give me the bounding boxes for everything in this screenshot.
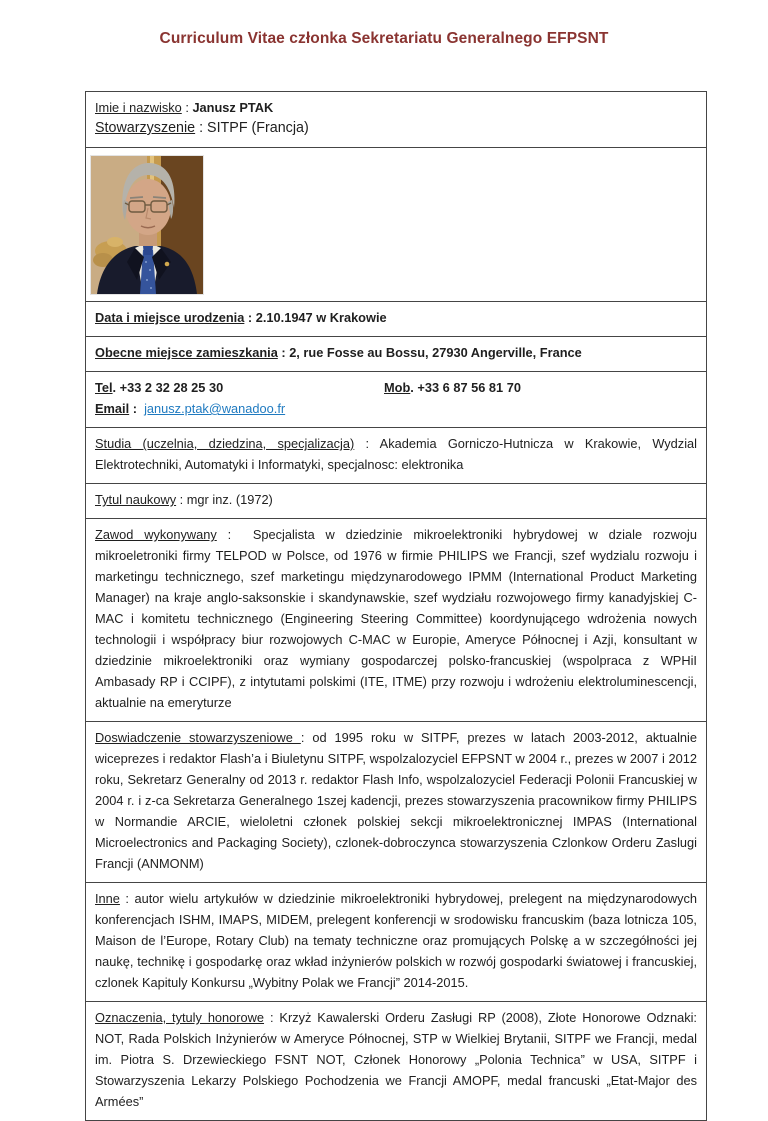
email-label: Email (95, 401, 130, 416)
profession-label: Zawod wykonywany (95, 527, 217, 542)
row-profession (86, 519, 706, 722)
association-label: Stowarzyszenie (95, 120, 196, 136)
mobile-label: Mob (384, 380, 411, 395)
row-contact (86, 372, 706, 428)
degree-sep: : (176, 492, 187, 507)
row-photo (86, 148, 706, 302)
row-degree (86, 484, 706, 519)
studies-value: Akademia Gorniczo-Hutnicza w Krakowie, Wydzial Elektrotechniki, Automatyki i Informatyki, specjalnosc: elektronika (95, 436, 697, 472)
residence-sep: : (277, 345, 290, 360)
honors-text (95, 1007, 697, 1112)
other-label: Inne (95, 891, 120, 906)
studies-label: Studia (uczelnia, dziedzina, specjalizacja) (95, 436, 355, 451)
association-experience-label: Doswiadczenie stowarzyszeniowe (95, 730, 301, 745)
honors-sep: : (264, 1010, 280, 1025)
row-name-association (86, 92, 706, 148)
email-sep: : (129, 401, 145, 416)
name-label: Imie i nazwisko (95, 100, 182, 115)
association-experience-sep: : (300, 730, 313, 745)
degree-value: mgr inz. (1972) (186, 492, 273, 507)
cv-table (85, 91, 707, 1121)
page-title: Curriculum Vitae członka Sekretariatu Generalnego EFPSNT (159, 30, 609, 47)
row-association-experience (86, 722, 706, 883)
association-experience-value: od 1995 roku w SITPF, prezes w latach 2003-2012, aktualnie wiceprezes i redaktor Flash’a i Biuletynu SITPF, wspolzalozyciel EFPSNT w 2004 r., prezes w 2007 i 2012 roku, Sekretarz Generalny od 2013 r. redaktor Flash Info, wspolzalozyciel Federacji Polonii Francuskiej w 2004 r. i z-ca Sekretarza Generalnego 1szej kadencji, prezes stowarzyszenia pracownikow firmy PHILIPS w Normandie ARCIE, wieloletni członek polskiej sekcji mikroelektronicznej IMPAS (International Microelectronics and Packaging Society), czlonek-dobroczynca stowarzyszenia Czlonkow Orderu Zaslugi Francji (ANMONM) (95, 730, 697, 871)
row-other (86, 883, 706, 1002)
birth-line (95, 307, 697, 328)
studies-text (95, 433, 697, 475)
telephone-value: . +33 2 32 28 25 30 (112, 380, 224, 395)
birth-value: 2.10.1947 w Krakowie (255, 310, 387, 325)
association-line (95, 118, 697, 139)
honors-label: Oznaczenia, tytuly honorowe (95, 1010, 265, 1025)
degree-label: Tytul naukowy (95, 492, 177, 507)
row-honors (86, 1002, 706, 1120)
studies-sep: : (354, 436, 380, 451)
email-link[interactable]: janusz.ptak@wanadoo.fr (144, 401, 286, 416)
name-line (95, 97, 697, 118)
association-experience-text (95, 727, 697, 874)
portrait-photo (91, 156, 203, 294)
mobile-field (384, 377, 697, 398)
row-studies (86, 428, 706, 484)
other-text (95, 888, 697, 993)
name-value: Janusz PTAK (192, 100, 274, 115)
residence-value: 2, rue Fosse au Bossu, 27930 Angerville, France (289, 345, 582, 360)
mobile-value: . +33 6 87 56 81 70 (410, 380, 521, 395)
profession-text (95, 524, 697, 713)
birth-label: Data i miejsce urodzenia (95, 310, 245, 325)
row-birth (86, 302, 706, 337)
degree-line (95, 489, 697, 510)
residence-label: Obecne miejsce zamieszkania (95, 345, 278, 360)
association-sep: : (195, 120, 208, 136)
other-sep: : (119, 891, 135, 906)
other-value: autor wielu artykułów w dziedzinie mikroelektroniki hybrydowej, prelegent na międzynarodowych konferencjach ISHM, IMAPS, MIDEM, prelegent konferencji w srodowisku francuskim (baza lotnicza 105, Maison de l’Europe, Rotary Club) na tematy techniczne oraz promujących Polskę a w szczegółności jej naukę, technikę i gospodarkę oraz wkład inżynierów polskich w rozwój gospodarki światowej i francuskiej, czlonek Kapituly Konkursu „Wybitny Polak we Francji” 2014-2015. (95, 891, 697, 990)
phones-line (95, 377, 697, 398)
honors-value: Krzyż Kawalerski Orderu Zasługi RP (2008), Złote Honorowe Odznaki: NOT, Rada Polskich Inżynierów w Ameryce Północnej, STP w Wielkiej Brytanii, SITPF we Francji, medal im. Piotra S. Drzewieckiego FSNT NOT, Członek Honorowy „Polonia Technica” w USA, SITPF i Stowarzyszenia Lekarzy Polskiego Pochodzenia we Francji AMOPF, medal francuski „Etat-Major des Armées” (95, 1010, 697, 1109)
profession-value: Specjalista w dziedzinie mikroelektroniki hybrydowej w dziale rozwoju mikroeletroniki firmy TELPOD w Polsce, od 1976 w firmie PHILIPS we Francji, szef wydzialu rozwoju i marketingu technicznego, szef marketingu międzynarodowego IPMM (International Product Marketing Manager) na kraje anglo-saksonskie i skandynawskie, szef wydziału rozwojowego firmy kanadyjskiej C-MAC i komitetu technicznego (Engineering Steering Committee) koordynującego wdrożenia nowych technologii i współpracy biur rozwojowych C-MAC w Europie, Ameryce Północnej i Azji, konsultant w dziedzinie mikroelektroniki oraz wymiany gospodarczej polsko-francuskiej (wspolpraca z WPHiI Ambasady RP i CCIPF), z intytutami polskimi (ITE, ITME) przy rozwoju i wdrożeniu elektroluminescencji, aktualnie na emeryturze (95, 527, 697, 710)
row-residence (86, 337, 706, 372)
profession-sep: : (216, 527, 253, 542)
name-sep: : (181, 100, 193, 115)
birth-sep: : (244, 310, 256, 325)
association-value: SITPF (Francja) (207, 120, 309, 136)
telephone-field (95, 377, 384, 398)
residence-line (95, 342, 697, 363)
email-field (95, 398, 697, 419)
telephone-label: Tel (95, 380, 113, 395)
